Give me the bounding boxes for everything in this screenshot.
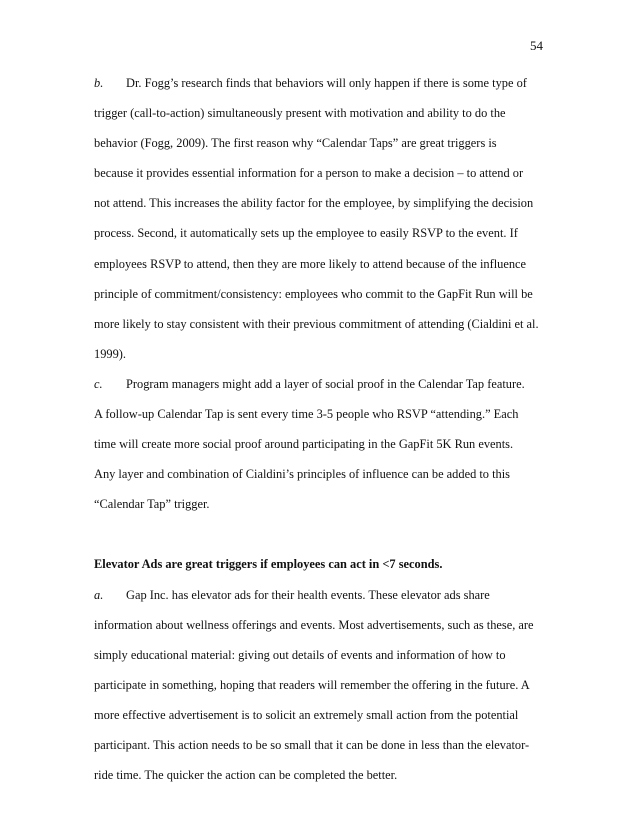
paragraph-line: employees RSVP to attend, then they are more likely to attend because of the influence (94, 256, 527, 271)
paragraph-line: participate in something, hoping that readers will remember the offering in the future. A (94, 677, 530, 692)
paragraph-line: Any layer and combination of Cialdini’s principles of influence can be added to this (94, 467, 511, 482)
paragraph-line: process. Second, it automatically sets up the employee to easily RSVP to the event. If (94, 226, 518, 241)
list-marker: c. (94, 376, 103, 391)
page-number: 54 (530, 38, 543, 53)
paragraph-b (94, 68, 554, 369)
paragraph-line: not attend. This increases the ability factor for the employee, by simplifying the decision (94, 196, 534, 211)
paragraph-line: participant. This action needs to be so small that it can be done in less than the elevator- (94, 737, 530, 752)
paragraph-line: a. Gap Inc. has elevator ads for their health events. These elevator ads share (94, 580, 554, 610)
body-text (94, 68, 554, 790)
paragraph-line: 1999). (94, 346, 127, 361)
paragraph-line: b. Dr. Fogg’s research finds that behaviors will only happen if there is some type of (94, 68, 554, 98)
paragraph-line: information about wellness offerings and events. Most advertisements, such as these, are (94, 617, 534, 632)
paragraph-line: behavior (Fogg, 2009). The first reason why “Calendar Taps” are great triggers is (94, 136, 497, 151)
paragraph-line: principle of commitment/consistency: employees who commit to the GapFit Run will be (94, 286, 533, 301)
list-marker: b. (94, 76, 104, 90)
paragraph-line: more effective advertisement is to solicit an extremely small action from the potential (94, 707, 519, 722)
paragraph-line: c. Program managers might add a layer of social proof in the Calendar Tap feature. (94, 369, 554, 399)
list-marker: a. (94, 587, 104, 602)
paragraph-a (94, 580, 554, 791)
paragraph-c (94, 369, 554, 519)
paragraph-line: “Calendar Tap” trigger. (94, 497, 210, 512)
paragraph-line: more likely to stay consistent with their previous commitment of attending (Cialdini et al. (94, 316, 539, 331)
paragraph-line: trigger (call-to-action) simultaneously present with motivation and ability to do the (94, 106, 506, 121)
paragraph-line: because it provides essential information for a person to make a decision – to attend or (94, 166, 524, 181)
paragraph-line: time will create more social proof around participating in the GapFit 5K Run events. (94, 437, 514, 452)
section-heading: Elevator Ads are great triggers if employees can act in <7 seconds. (94, 557, 443, 572)
paragraph-line: simply educational material: giving out details of events and information of how to (94, 647, 506, 662)
paragraph-line: ride time. The quicker the action can be completed the better. (94, 768, 398, 783)
paragraph-line: A follow-up Calendar Tap is sent every time 3-5 people who RSVP “attending.” Each (94, 407, 519, 422)
